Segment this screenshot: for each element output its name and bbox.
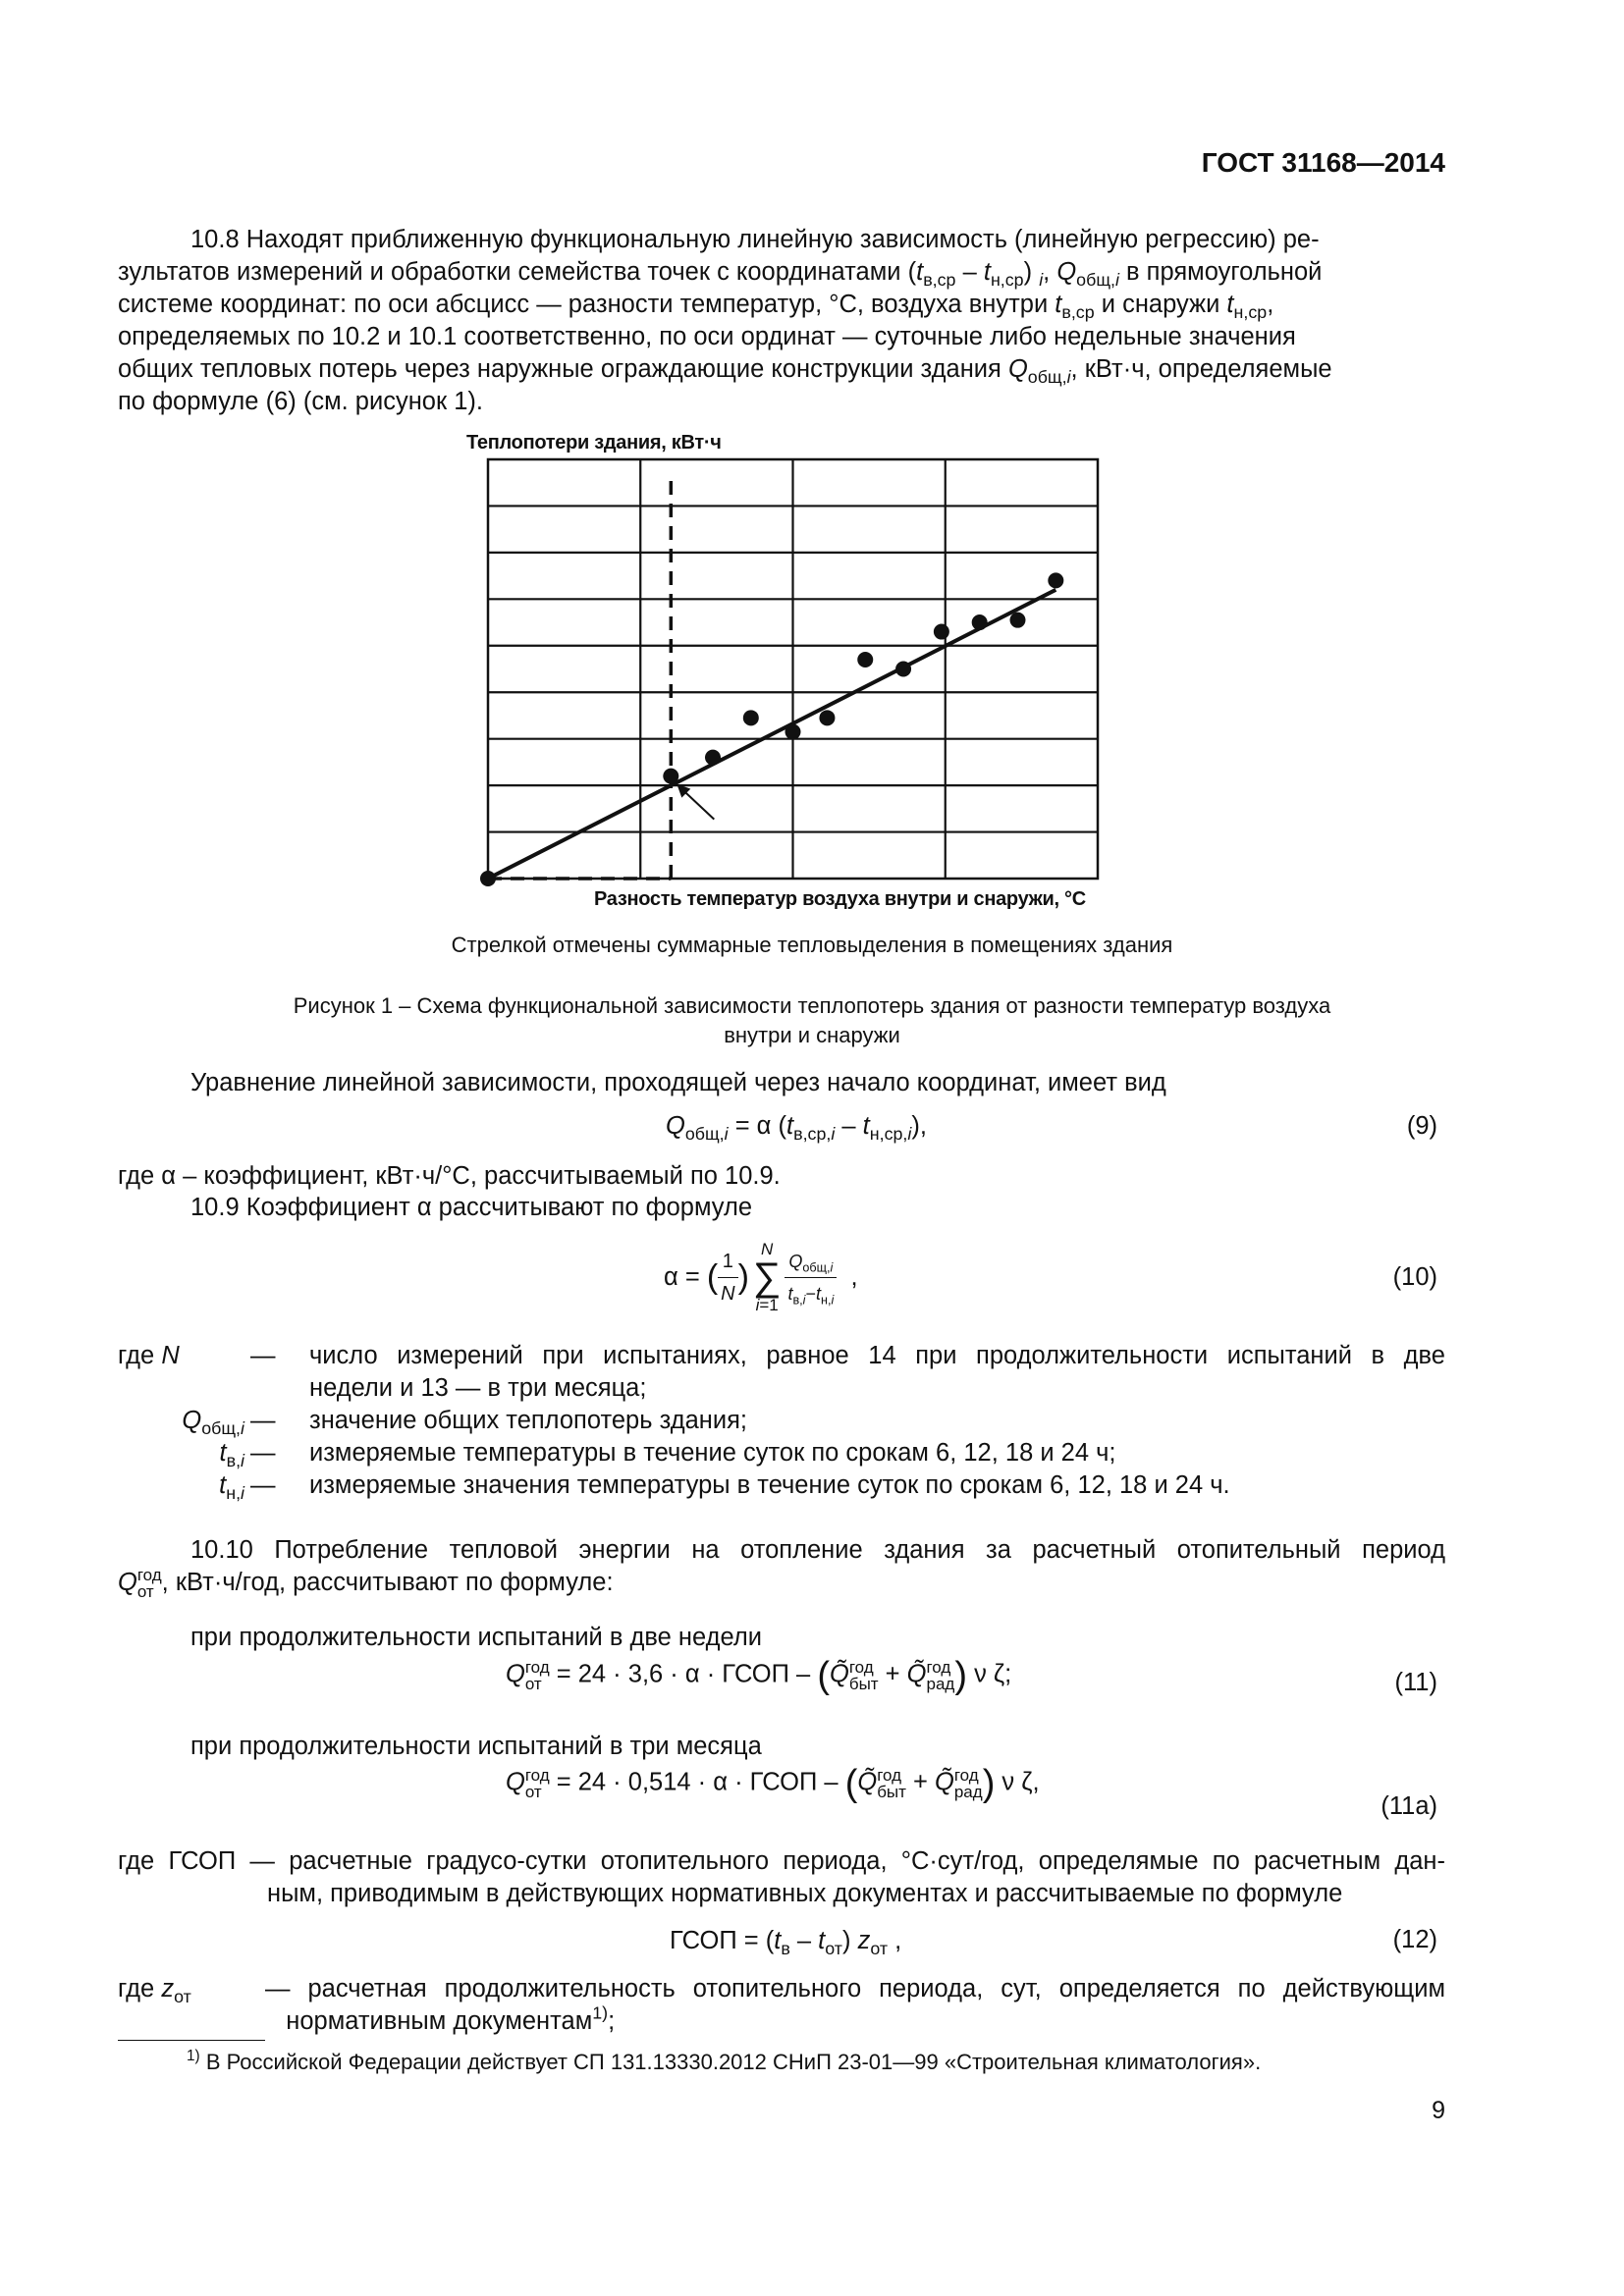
equation-11: Q год от = 24 · 3,6 · α · ГСОП – (Q̃ год быт + Q̃ год рад ) ν ζ;	[506, 1655, 1012, 1696]
data-point	[819, 710, 835, 725]
chart-grid	[488, 459, 1098, 879]
gsop-definition: где ГСОП — расчетные градусо-сутки отопительного периода, °С·сут/год, определямые по расчетным дан- ным, приводимым в действующих нормативных документах и рассчитываемые по формуле	[118, 1847, 1445, 1907]
equation-10: α = ( $\frac{1}{N}$ ) N ∑ i=1 $\frac{Q_{общ,i}}{t_{в,i}-t_{н,i}}$ ,	[664, 1240, 858, 1314]
definitions-list	[118, 1340, 1445, 1502]
equation-12: ГСОП = $(t_в - t_{от})$ $z_{от}$ ,	[670, 1927, 902, 1959]
regression-line	[488, 590, 1056, 879]
paragraph-10-8	[118, 224, 1445, 418]
def-q: $Q_{общ,i}$ — значение общих теплопотерь здания;	[182, 1407, 748, 1439]
page-number: 9	[1432, 2097, 1445, 2124]
standard-header: ГОСТ 31168—2014	[1201, 147, 1445, 178]
def-n: где N — число измерений при испытаниях, равное 14 при продолжительности испытаний в две недели и 13 — в три месяца;	[118, 1342, 1445, 1402]
p10-8-line6: по формуле (6) (см. рисунок 1).	[118, 388, 483, 415]
equation-9-number: (9)	[1406, 1112, 1437, 1140]
data-point	[972, 614, 988, 630]
x-axis-label: Разность температур воздуха внутри и снаружи, °С	[594, 888, 1086, 910]
p10-8-line1: 10.8 Находят приближенную функциональную линейную зависимость (линейную регрессию) ре-	[190, 226, 1320, 253]
arrow-shaft	[682, 790, 714, 820]
data-point	[1009, 613, 1025, 628]
data-point	[705, 750, 721, 766]
equation-9: $Q_{общ,i} = \alpha$ $(t_{в,ср,i} - t_{н,ср,i})$,	[666, 1112, 927, 1145]
z-definition: где $z_{от}$ — расчетная продолжительность отопительного периода, сут, определяется по действующим нормативным документам$^{1)}$;	[118, 1975, 1445, 2035]
data-point	[785, 724, 801, 740]
regression-chart	[461, 454, 1110, 895]
footnote-divider	[118, 2040, 265, 2041]
figure-caption: Рисунок 1 – Схема функциональной зависимости теплопотерь здания от разности температур воздуха внутри и снаружи	[293, 993, 1331, 1047]
alpha-definition: где α – коэффициент, кВт·ч/°С, рассчитываемый по 10.9.	[118, 1162, 781, 1190]
data-point	[1048, 572, 1063, 588]
p10-8-line5: общих тепловых потерь через наружные ограждающие конструкции здания $Q_{общ,i}$, кВт·ч, определяемые	[118, 355, 1332, 388]
footnote: $^{1)}$ В Российской Федерации действует СП 131.13330.2012 СНиП 23-01—99 «Строительная климатология».	[187, 2047, 1262, 2074]
p10-8-line4: определяемых по 10.2 и 10.1 соответственно, по оси ординат — суточные либо недельные значения	[118, 323, 1296, 350]
data-point	[663, 769, 678, 784]
data-point	[480, 871, 496, 886]
p10-8-line3: системе координат: по оси абсцисс — разности температур, °С, воздуха внутри $t_{в,ср}$ и снаружи $t_{н,ср}$,	[118, 291, 1274, 323]
data-point	[934, 624, 949, 640]
equation-11a: Q год от = 24 · 0,514 · α · ГСОП – (Q̃ год быт + Q̃ год рад ) ν ζ,	[506, 1763, 1040, 1804]
heat-gain-marker	[488, 481, 671, 879]
two-weeks-label: при продолжительности испытаний в две недели	[190, 1624, 762, 1651]
equation-10-number: (10)	[1392, 1263, 1437, 1291]
def-tn: $t_{н,i}$ — измеряемые значения температуры в течение суток по срокам 6, 12, 18 и 24 ч.	[219, 1471, 1230, 1504]
three-months-label: при продолжительности испытаний в три месяца	[190, 1733, 762, 1760]
figure-note: Стрелкой отмечены суммарные тепловыделения в помещениях здания	[451, 933, 1173, 957]
data-point	[857, 652, 873, 667]
equation-11a-number: (11а)	[1380, 1792, 1437, 1820]
data-point	[743, 710, 759, 725]
y-axis-label: Теплопотери здания, кВт·ч	[466, 432, 722, 454]
heat-gain-arrow	[677, 784, 714, 820]
p10-8-line2: зультатов измерений и обработки семейства точек с координатами $(t_{в,ср} - t_{н,ср})$ $_i$, $Q_{общ,i}$ в прямоугольной	[118, 258, 1323, 291]
def-tv: $t_{в,i}$ — измеряемые температуры в течение суток по срокам 6, 12, 18 и 24 ч;	[219, 1439, 1116, 1471]
regression-line-segment	[488, 590, 1056, 879]
equation-12-number: (12)	[1392, 1926, 1437, 1953]
paragraph-10-9: 10.9 Коэффициент α рассчитывают по формуле	[190, 1194, 753, 1221]
data-point	[895, 662, 911, 677]
equation-11-number: (11)	[1394, 1669, 1437, 1696]
eq-intro: Уравнение линейной зависимости, проходящей через начало координат, имеет вид	[190, 1069, 1166, 1096]
paragraph-10-10: 10.10 Потребление тепловой энергии на отопление здания за расчетный отопительный период Q год от , кВт·ч/год, рассчитывают по формуле:	[118, 1536, 1445, 1602]
